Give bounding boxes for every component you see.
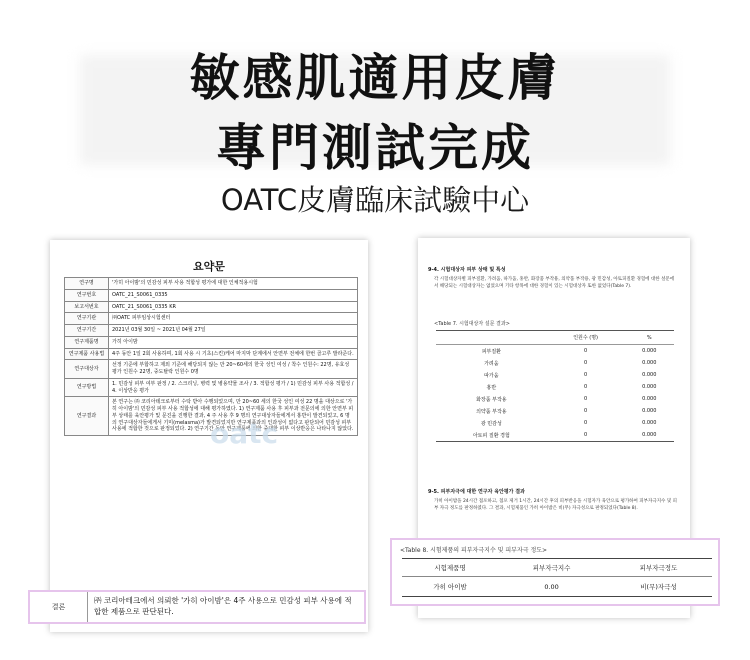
summary-document xyxy=(50,240,368,632)
table-row xyxy=(65,360,358,379)
hero-banner xyxy=(0,0,750,240)
section-9-4-heading: 9-4. 시험대상자 피부 상태 및 특성 xyxy=(428,267,506,273)
table8-highlight xyxy=(390,538,720,606)
summary-row-label: 연구결과 xyxy=(65,397,109,436)
table7-cell: 0.000 xyxy=(642,408,657,414)
table-row xyxy=(65,301,358,313)
table7-cell: 의약품 부작용 xyxy=(476,408,507,415)
table-row xyxy=(436,393,674,405)
summary-row-value: OATC_21_S0061_0335 xyxy=(109,289,358,301)
table8-cell: 가히 아이밤 xyxy=(402,577,498,597)
table-row xyxy=(65,325,358,337)
summary-row-label: 연구대상자 xyxy=(65,360,109,379)
summary-row-value: OATC_21_S0061_0335 KR xyxy=(109,301,358,313)
oatc-watermark: oatc xyxy=(210,417,279,450)
table7-header xyxy=(436,331,547,345)
summary-row-value: 1. 민감성 피부 여부 판정 / 2. 스크리닝, 병력 및 병용약물 조사 / 3. 적합성 평가 / 1) 민감성 피부 사용 적합성 / 4. 이상반응 평가 xyxy=(109,378,358,397)
conclusion-text: ㈜ 코리아테크에서 의뢰한 '가히 아이밤'은 4주 사용으로 민감성 피부 사용에 적합한 제품으로 판단된다. xyxy=(94,596,352,616)
hero-title-line2: 專門測試完成 xyxy=(216,119,534,177)
summary-row-value: 본 연구는 ㈜ 코리아테크로부터 수탁 받아 수행되었으며, 만 20~60 세의 한국 성인 여성 22 명을 대상으로 '가히 아이밤'의 민감성 피부 사용 적합성에 대해 평가하였다. 1) 연구제품 사용 후 피부과 전문의에 의한 안면부 피부 상태를 육안평가 및 문진을 진행한 결과, 4 주 사용 후 9 명의 연구대상자들에게서 홍반이 발견되었고, 6 명의 연구대상자들에게서 기미(melasma)가 발견되었지만 연구제품과의 인과성이 없다고 판단되어 민감성 피부 사용에 적합한 것으로 판정되었다. 2) 연구기간 동안 연구제품에 의한 중대한 피부 이상반응은 나타나지 않았다. xyxy=(109,397,358,436)
summary-row-value: 선정 기준에 부합하고 제외 기준에 해당되지 않는 만 20~60세의 한국 성인 여성 / 착수 인원수: 22명, 유효성 평가 인원수 22명, 중도탈락 인원수 0명 xyxy=(109,360,358,379)
hero-title-line1: 敏感肌適用皮膚 xyxy=(189,49,561,107)
summary-row-label: 연구기관 xyxy=(65,313,109,325)
table8-header: 피부자극정도 xyxy=(605,559,712,577)
table8-header: 피부자극지수 xyxy=(498,559,605,577)
summary-row-label: 연구제품명 xyxy=(65,336,109,348)
table7-cell: 0.000 xyxy=(642,420,657,426)
table8 xyxy=(402,558,712,597)
summary-row-label: 연구기간 xyxy=(65,325,109,337)
conclusion-label: 결론 xyxy=(30,592,88,622)
table7 xyxy=(436,330,674,442)
table7-cell: 0.000 xyxy=(642,360,657,366)
table-row xyxy=(436,429,674,442)
table7-header: 인원수 (명) xyxy=(547,331,625,345)
table7-cell: 0.000 xyxy=(642,384,657,390)
summary-row-value: 4주 동안 1일 2회 사용하며, 1회 사용 시 기초(스킨)케어 마지막 단계에서 안면부 전체에 한번 골고루 발라준다. xyxy=(109,348,358,360)
conclusion-highlight xyxy=(28,590,366,624)
table-row xyxy=(65,348,358,360)
section-9-4-text: 각 시험대상자별 피부질환, 가려움, 따가움, 홍반, 화장품 부작용, 의약품 부작용, 광 민감성, 아토피질환 경험에 대한 설문에서 해당되는 시험대상자는 없었으며 기타 항목에 대한 경험이 있는 시험대상자 또한 없었다(Table 7). xyxy=(434,277,675,290)
table-row xyxy=(65,313,358,325)
summary-row-value: '가히 아이밤'의 민감성 피부 사용 적합성 평가에 대한 인체적용시험 xyxy=(109,278,358,290)
table-row xyxy=(65,289,358,301)
table-row xyxy=(65,378,358,397)
table8-cell: 0.00 xyxy=(498,577,605,597)
summary-row-label: 연구제품 사용법 xyxy=(65,348,109,360)
table-row xyxy=(436,357,674,369)
table8-cell: 비(무)자극성 xyxy=(605,577,712,597)
table7-header: % xyxy=(625,331,675,345)
table-row xyxy=(402,577,712,597)
table7-cell: 0 xyxy=(584,396,588,402)
summary-row-label: 연구번호 xyxy=(65,289,109,301)
table7-cell: 홍반 xyxy=(486,384,497,391)
summary-row-label: 연구명 xyxy=(65,278,109,290)
section-9-5-text: 가히 아이밤을 24시간 첩포하고, 첩포 제거 1시간, 24시간 후의 피부반응을 시험자가 육안으로 평가하여 피부자극지수 및 피부 자극 정도를 판정하였다. 그 결과, 시험제품인 가히 아이밤은 비(무) 자극성으로 판정되었다(Table 8). xyxy=(434,499,677,512)
summary-row-value: 가히 아이밤 xyxy=(109,336,358,348)
table7-cell: 0 xyxy=(584,360,588,366)
summary-row-value: 2021년 03월 30일 ~ 2021년 04월 27일 xyxy=(109,325,358,337)
table7-cell: 0 xyxy=(584,408,588,414)
table7-cell: 0 xyxy=(584,384,588,390)
table7-cell: 화장품 부작용 xyxy=(476,396,507,403)
table7-cell: 0.000 xyxy=(642,396,657,402)
table7-cell: 0.000 xyxy=(642,372,657,378)
hero-subtitle: OATC皮膚臨床試驗中心 xyxy=(220,183,530,217)
table7-cell: 0 xyxy=(584,372,588,378)
table7-caption: <Table 7. 시험대상자 설문 결과> xyxy=(434,321,510,327)
section-9-5-heading: 9-5. 피부자극에 대한 연구자 육안평가 결과 xyxy=(428,489,525,495)
table7-cell: 0.000 xyxy=(642,348,657,354)
table7-cell: 피부질환 xyxy=(481,348,502,355)
table-row xyxy=(65,336,358,348)
table7-cell: 0.000 xyxy=(625,429,675,442)
table7-cell: 0 xyxy=(547,429,625,442)
summary-row-value: ㈜OATC 피부임상시험센터 xyxy=(109,313,358,325)
table-row xyxy=(436,381,674,393)
table8-caption: <Table 8. 시험제품의 피부자극지수 및 피부자극 정도> xyxy=(400,547,548,554)
table-row xyxy=(436,405,674,417)
table-row xyxy=(436,369,674,381)
table7-cell: 광 민감성 xyxy=(480,420,502,427)
summary-row-label: 보고서번호 xyxy=(65,301,109,313)
summary-table xyxy=(64,277,358,436)
table7-cell: 아토피 질환 경험 xyxy=(436,429,547,442)
table7-cell: 0 xyxy=(584,348,588,354)
table-row xyxy=(436,345,674,358)
table8-header: 시험제품명 xyxy=(402,559,498,577)
summary-title: 요약문 xyxy=(193,260,225,273)
summary-row-label: 연구방법 xyxy=(65,378,109,397)
table-row xyxy=(65,278,358,290)
table7-cell: 따가움 xyxy=(484,372,499,379)
table7-cell: 가려움 xyxy=(484,360,499,367)
table-row xyxy=(436,417,674,429)
table7-cell: 0 xyxy=(584,420,588,426)
